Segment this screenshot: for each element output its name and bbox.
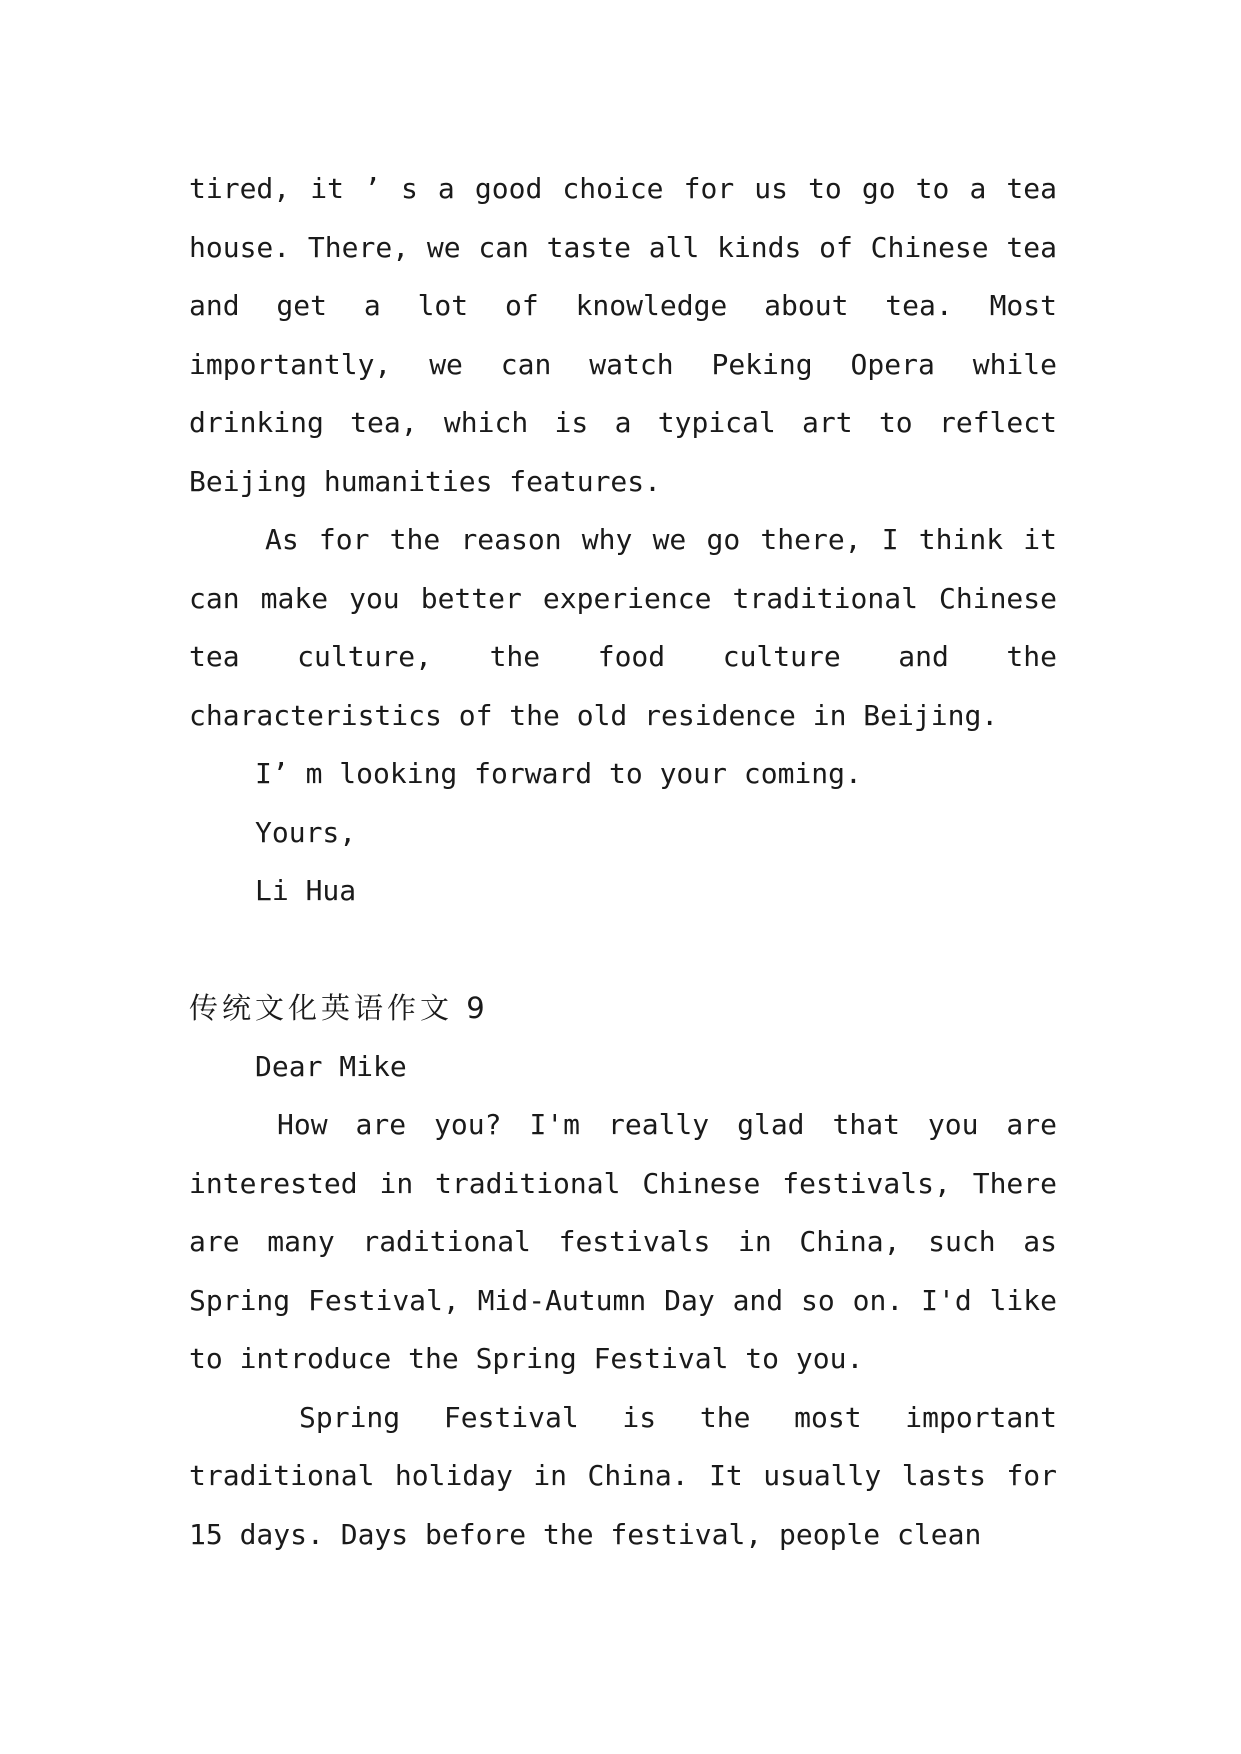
- paragraph-reason: As for the reason why we go there, I think it can make you better experience traditional Chinese tea culture, the food culture and the characteristics of the old residence in Beijing.: [189, 523, 1057, 732]
- paragraph-greeting: How are you? I'm really glad that you are interested in traditional Chinese festivals, There are many raditional festivals in China, such as Spring Festival, Mid-Autumn Day and so on. I'd like to introduce the Spring Festival to you.: [189, 1108, 1057, 1375]
- letter-salutation: Dear Mike: [255, 1049, 407, 1083]
- document-body: [189, 160, 1057, 1564]
- letter-signature: Li Hua: [255, 874, 357, 907]
- section-spacer: [189, 921, 1057, 980]
- letter-closing: Yours,: [255, 815, 357, 849]
- paragraph-looking-forward: I’ m looking forward to your coming.: [255, 757, 862, 790]
- paragraph-tea-house: tired, it ’ s a good choice for us to go to a tea house. There, we can taste all kinds of Chinese tea and get a lot of knowledge about tea. Most importantly, we can watch Peking Opera while drinking tea, which is a typical art to reflect Beijing humanities features.: [189, 172, 1057, 498]
- section-title: 传统文化英语作文 9: [189, 991, 489, 1025]
- paragraph-spring-festival: Spring Festival is the most important traditional holiday in China. It usually lasts for 15 days. Days before the festival, people clean: [189, 1400, 1057, 1551]
